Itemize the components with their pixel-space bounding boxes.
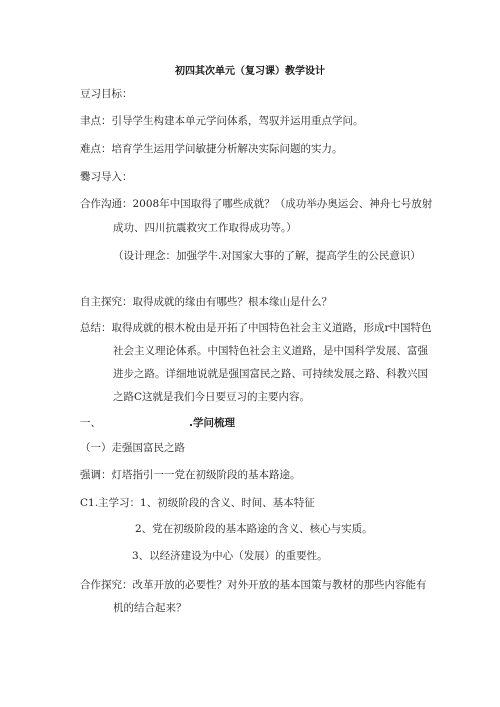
difficult-point: 难点：培育学生运用学问敏捷分析解决实际问题的实力。 (80, 143, 343, 155)
intro-heading: 爨习导入： (80, 171, 133, 183)
cooperation2-line-2: 机的结合起来？ (113, 602, 187, 614)
section-label: .学问梳理 (189, 417, 235, 429)
summary-line-4: 之路C这就是我们今日要豆习的主要内容。 (113, 391, 311, 403)
cooperation-line-1: 合作沟通：2008年中国取得了哪些成就？（成功举办奥运会、神舟七号放射 (80, 198, 433, 210)
explore-question: 自主探究：取得成就的缘由有哪些？根本缘山是什么？ (80, 296, 332, 308)
document-title: 初四其次单元（复习课）教学设计 (175, 66, 325, 77)
goals-heading: 豆习目标： (80, 88, 133, 100)
subsection-heading: （一）走强国富民之路 (80, 442, 185, 454)
section-heading (80, 416, 480, 430)
self-study-item-3: 3、以经济建设为中心（发展）的重要性。 (132, 550, 328, 562)
self-study-item-2: 2、党在初级阶段的基本路途的含义、核心与实质。 (135, 523, 373, 535)
summary-line-2: 社会主义理论体系。中国特色社会主义道路，是中国科学发展、富强 (113, 345, 428, 357)
self-study-item-1: C1.主学习：1、初级阶段的含义、时间、基本特征 (80, 497, 315, 509)
key-point: 聿点：引导学生构建本单元学问体系，驾驭并运用重点学问。 (80, 115, 364, 127)
design-note: （设计理念：加强学牛.对国家大事的了解，提高学生的公民意识） (113, 250, 421, 262)
section-number: 一、 (80, 417, 101, 429)
cooperation-line-2: 成功、四川抗震救灾工作取得成功等。） (113, 222, 297, 234)
emphasis-line: 强调：灯塔指引一一党在初级阶段的基本路途。 (80, 469, 301, 481)
cooperation2-line-1: 合作探究：改革开放的必要性？对外开放的基本国策与教材的那些内容能有 (80, 579, 427, 591)
summary-line-1: 总结：取得成就的根木梲由是开拓了中国特色社会主义道路，形成r中国特色 (80, 322, 432, 334)
summary-line-3: 进步之路。详细地说就是强国富民之路、可持续发展之路、科教兴国 (113, 368, 428, 380)
